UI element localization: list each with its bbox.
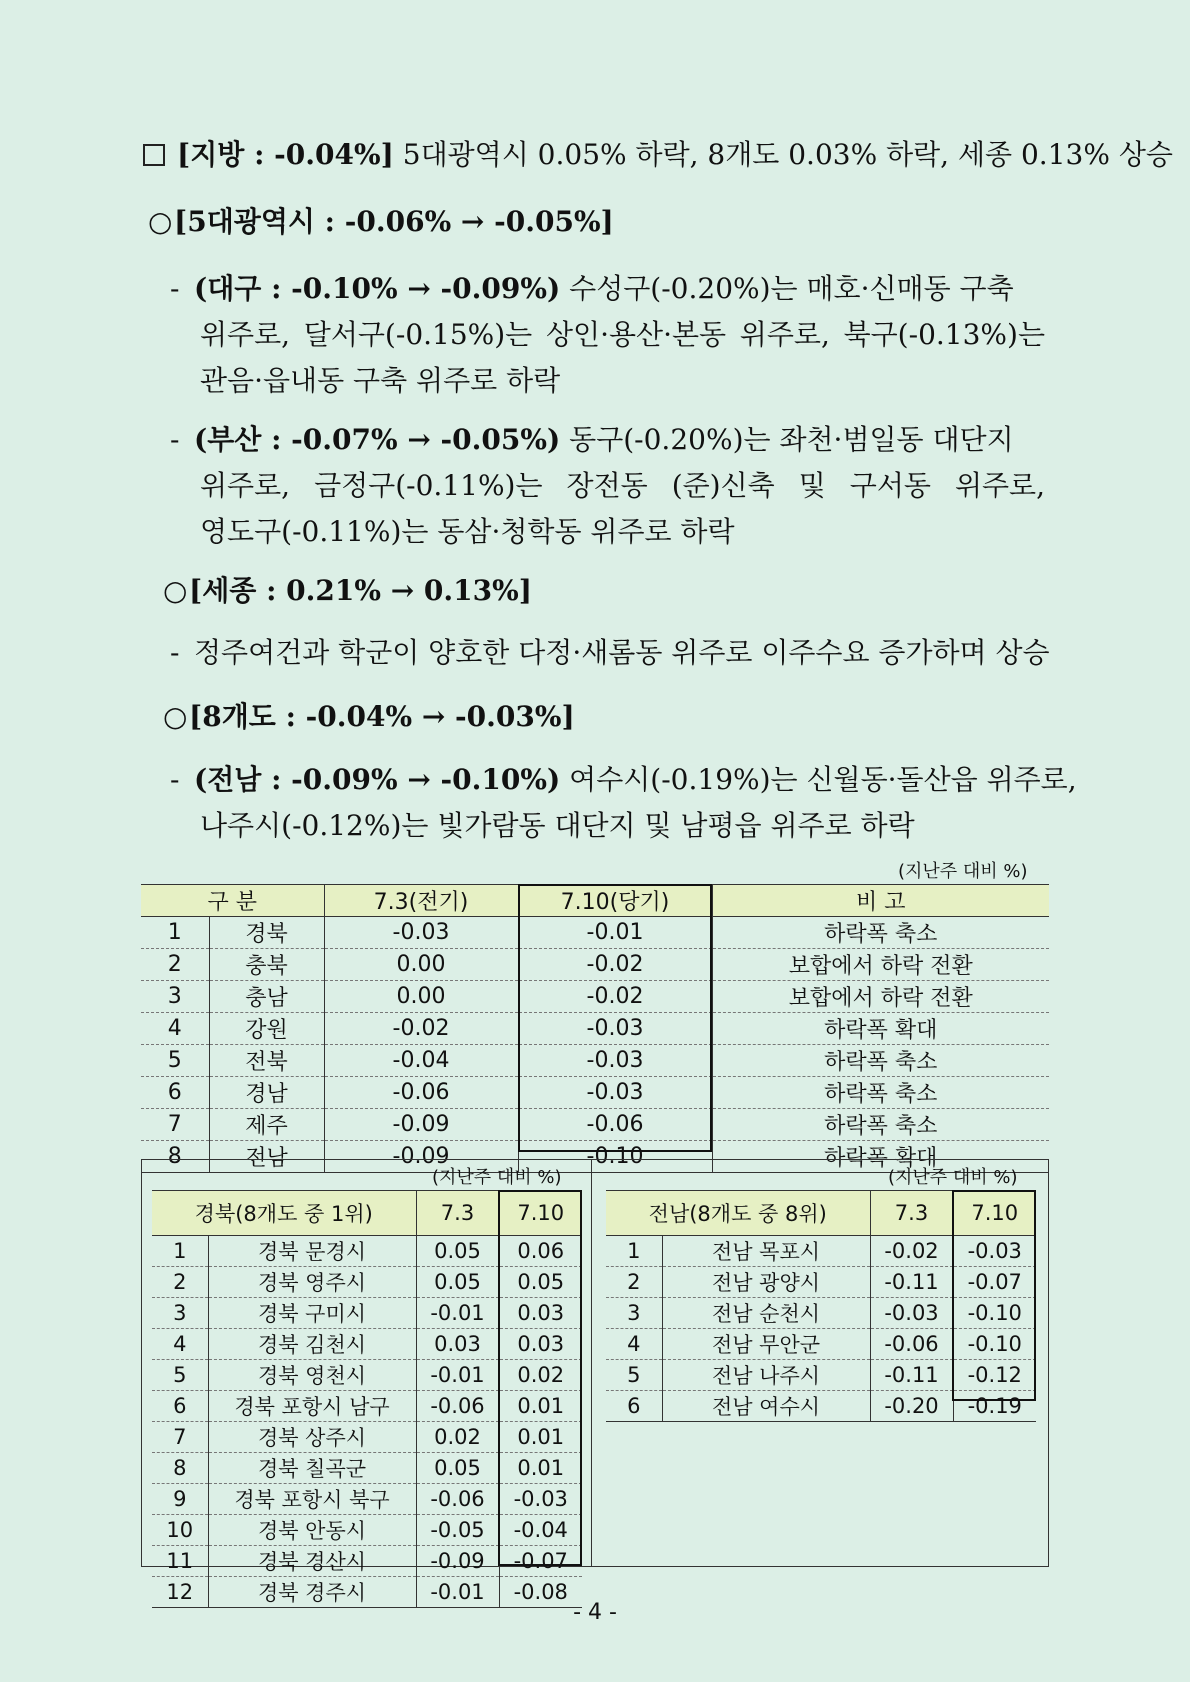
region-cell: 전남 순천시 <box>662 1298 870 1329</box>
header-region: 경북(8개도 중 1위) <box>152 1191 416 1236</box>
current-value-cell: -0.03 <box>518 1077 712 1109</box>
rank-cell: 6 <box>152 1391 208 1422</box>
metro-heading-line <box>148 205 614 239</box>
current-value-cell: -0.08 <box>499 1577 582 1608</box>
current-value-cell: -0.04 <box>499 1515 582 1546</box>
table-row <box>152 1484 582 1515</box>
prev-value-cell: -0.01 <box>416 1360 499 1391</box>
dash-bullet: - <box>170 423 180 456</box>
prev-value-cell: -0.03 <box>324 917 518 949</box>
current-value-cell: -0.03 <box>518 1013 712 1045</box>
sejong-heading-line <box>163 574 532 608</box>
table-row <box>141 917 1049 949</box>
prev-value-cell: 0.02 <box>416 1422 499 1453</box>
region-cell: 경북 포항시 북구 <box>208 1484 416 1515</box>
rank-cell: 1 <box>606 1236 662 1267</box>
jeonnam-text-1: 여수시(-0.19%)는 신월동·돌산읍 위주로, <box>569 763 1077 796</box>
current-value-cell: -0.02 <box>518 981 712 1013</box>
rank-cell: 6 <box>606 1391 662 1422</box>
rank-cell: 5 <box>141 1045 209 1077</box>
prev-value-cell: -0.01 <box>416 1577 499 1608</box>
current-value-cell: -0.10 <box>953 1298 1036 1329</box>
sejong-heading: [세종 : 0.21% → 0.13%] <box>189 574 532 607</box>
daegu-text-2: 위주로, 달서구(-0.15%)는 상인·용산·본동 위주로, 북구(-0.13%)는 <box>200 318 1045 351</box>
table-row <box>141 1045 1049 1077</box>
jeonnam-text-2: 나주시(-0.12%)는 빛가람동 대단지 및 남평읍 위주로 하락 <box>200 809 915 842</box>
prev-value-cell: -0.06 <box>324 1077 518 1109</box>
circle-bullet-icon: ○ <box>148 205 173 238</box>
header-note: 비 고 <box>712 885 1049 917</box>
page-number: - 4 - <box>573 1600 617 1625</box>
prev-value-cell: 0.05 <box>416 1267 499 1298</box>
rank-cell: 7 <box>141 1109 209 1141</box>
prev-value-cell: -0.06 <box>870 1329 953 1360</box>
circle-bullet-icon: ○ <box>163 700 188 733</box>
province-change-table <box>141 884 1049 1173</box>
prev-value-cell: 0.00 <box>324 981 518 1013</box>
prev-value-cell: -0.02 <box>870 1236 953 1267</box>
table-row <box>606 1391 1036 1422</box>
current-value-cell: 0.06 <box>499 1236 582 1267</box>
summary-title: [지방 : -0.04%] <box>177 138 394 171</box>
table-row <box>606 1267 1036 1298</box>
current-value-cell: -0.03 <box>499 1484 582 1515</box>
region-cell: 제주 <box>209 1109 324 1141</box>
region-cell: 충남 <box>209 981 324 1013</box>
region-cell: 경북 경주시 <box>208 1577 416 1608</box>
current-value-cell: 0.02 <box>499 1360 582 1391</box>
note-cell: 하락폭 축소 <box>712 1109 1049 1141</box>
table-row <box>141 1013 1049 1045</box>
current-value-cell: -0.07 <box>953 1267 1036 1298</box>
table-row <box>152 1236 582 1267</box>
table-row <box>141 949 1049 981</box>
header-category: 구 분 <box>141 885 324 917</box>
prev-value-cell: -0.09 <box>324 1141 518 1173</box>
prev-value-cell: 0.05 <box>416 1453 499 1484</box>
table-row <box>606 1360 1036 1391</box>
region-cell: 경북 구미시 <box>208 1298 416 1329</box>
region-cell: 전남 목포시 <box>662 1236 870 1267</box>
note-cell: 하락폭 확대 <box>712 1013 1049 1045</box>
sejong-detail: 정주여건과 학군이 양호한 다정·새롬동 위주로 이주수요 증가하며 상승 <box>194 636 1050 669</box>
table-row <box>606 1329 1036 1360</box>
current-value-cell: 0.03 <box>499 1298 582 1329</box>
summary-line <box>143 138 1173 172</box>
summary-text: 5대광역시 0.05% 하락, 8개도 0.03% 하락, 세종 0.13% 상승 <box>402 138 1173 171</box>
current-value-cell: -0.10 <box>953 1329 1036 1360</box>
prev-value-cell: -0.06 <box>416 1391 499 1422</box>
note-cell: 보합에서 하락 전환 <box>712 981 1049 1013</box>
region-cell: 경남 <box>209 1077 324 1109</box>
current-value-cell: -0.03 <box>953 1236 1036 1267</box>
dash-bullet: - <box>170 272 180 305</box>
daegu-text-1: 수성구(-0.20%)는 매호·신매동 구축 <box>569 272 1014 305</box>
rank-cell: 3 <box>141 981 209 1013</box>
busan-label: (부산 : -0.07% → -0.05%) <box>194 423 561 456</box>
table-row <box>141 1077 1049 1109</box>
rank-cell: 8 <box>141 1141 209 1173</box>
region-cell: 강원 <box>209 1013 324 1045</box>
header-region: 전남(8개도 중 8위) <box>606 1191 870 1236</box>
daegu-line-1 <box>170 272 1014 306</box>
provinces-heading-line <box>163 700 575 734</box>
checkbox-bullet-icon <box>143 144 165 166</box>
rank-cell: 5 <box>606 1360 662 1391</box>
prev-value-cell: 0.05 <box>416 1236 499 1267</box>
table-row <box>152 1360 582 1391</box>
sejong-detail-line <box>170 636 1050 670</box>
prev-value-cell: -0.11 <box>870 1360 953 1391</box>
region-cell: 경북 영주시 <box>208 1267 416 1298</box>
header-prev-week: 7.3 <box>416 1191 499 1236</box>
header-current-week: 7.10 <box>953 1191 1036 1236</box>
table-row <box>152 1298 582 1329</box>
region-cell: 전남 광양시 <box>662 1267 870 1298</box>
current-value-cell: 0.01 <box>499 1453 582 1484</box>
prev-value-cell: -0.06 <box>416 1484 499 1515</box>
table-row <box>152 1267 582 1298</box>
note-cell: 하락폭 축소 <box>712 917 1049 949</box>
rank-cell: 9 <box>152 1484 208 1515</box>
current-value-cell: 0.01 <box>499 1422 582 1453</box>
rank-cell: 7 <box>152 1422 208 1453</box>
jeonnam-table-unit: (지난주 대비 %) <box>888 1167 1018 1188</box>
busan-text-1: 동구(-0.20%)는 좌천·범일동 대단지 <box>569 423 1014 456</box>
rank-cell: 4 <box>152 1329 208 1360</box>
main-table-unit: (지난주 대비 %) <box>898 861 1028 882</box>
current-value-cell: -0.02 <box>518 949 712 981</box>
table-row <box>152 1391 582 1422</box>
rank-cell: 8 <box>152 1453 208 1484</box>
region-cell: 경북 상주시 <box>208 1422 416 1453</box>
gyeongbuk-table <box>152 1190 582 1608</box>
table-row <box>152 1453 582 1484</box>
table-row <box>152 1422 582 1453</box>
table-row <box>152 1329 582 1360</box>
dash-bullet: - <box>170 763 180 796</box>
note-cell: 보합에서 하락 전환 <box>712 949 1049 981</box>
rank-cell: 10 <box>152 1515 208 1546</box>
current-value-cell: -0.06 <box>518 1109 712 1141</box>
prev-value-cell: -0.09 <box>324 1109 518 1141</box>
table-header-row <box>141 885 1049 917</box>
current-value-cell: 0.05 <box>499 1267 582 1298</box>
rank-cell: 5 <box>152 1360 208 1391</box>
region-cell: 전북 <box>209 1045 324 1077</box>
note-cell: 하락폭 축소 <box>712 1077 1049 1109</box>
rank-cell: 1 <box>152 1236 208 1267</box>
header-current-week: 7.10(당기) <box>518 885 712 917</box>
rank-cell: 3 <box>606 1298 662 1329</box>
busan-line-1 <box>170 423 1014 457</box>
table-row <box>606 1298 1036 1329</box>
table-row <box>141 981 1049 1013</box>
prev-value-cell: 0.03 <box>416 1329 499 1360</box>
rank-cell: 6 <box>141 1077 209 1109</box>
prev-value-cell: -0.04 <box>324 1045 518 1077</box>
region-cell: 경북 영천시 <box>208 1360 416 1391</box>
detail-tables-divider <box>591 1159 592 1567</box>
region-cell: 경북 경산시 <box>208 1546 416 1577</box>
prev-value-cell: -0.02 <box>324 1013 518 1045</box>
region-cell: 전남 무안군 <box>662 1329 870 1360</box>
dash-bullet: - <box>170 636 180 669</box>
header-prev-week: 7.3 <box>870 1191 953 1236</box>
current-value-cell: -0.03 <box>518 1045 712 1077</box>
current-value-cell: -0.07 <box>499 1546 582 1577</box>
metro-heading: [5대광역시 : -0.06% → -0.05%] <box>174 205 614 238</box>
region-cell: 경북 문경시 <box>208 1236 416 1267</box>
region-cell: 전남 <box>209 1141 324 1173</box>
daegu-label: (대구 : -0.10% → -0.09%) <box>194 272 561 305</box>
current-value-cell: -0.01 <box>518 917 712 949</box>
busan-text-3: 영도구(-0.11%)는 동삼·청학동 위주로 하락 <box>200 515 735 548</box>
current-value-cell: 0.01 <box>499 1391 582 1422</box>
note-cell: 하락폭 축소 <box>712 1045 1049 1077</box>
jeonnam-line-1 <box>170 763 1077 797</box>
current-value-cell: -0.10 <box>518 1141 712 1173</box>
prev-value-cell: -0.11 <box>870 1267 953 1298</box>
header-prev-week: 7.3(전기) <box>324 885 518 917</box>
prev-value-cell: -0.20 <box>870 1391 953 1422</box>
table-row <box>141 1109 1049 1141</box>
rank-cell: 4 <box>141 1013 209 1045</box>
table-row <box>152 1515 582 1546</box>
region-cell: 경북 김천시 <box>208 1329 416 1360</box>
region-cell: 경북 칠곡군 <box>208 1453 416 1484</box>
region-cell: 경북 안동시 <box>208 1515 416 1546</box>
rank-cell: 2 <box>152 1267 208 1298</box>
circle-bullet-icon: ○ <box>163 574 188 607</box>
current-value-cell: -0.12 <box>953 1360 1036 1391</box>
table-header-row <box>606 1191 1036 1236</box>
current-value-cell: 0.03 <box>499 1329 582 1360</box>
rank-cell: 11 <box>152 1546 208 1577</box>
prev-value-cell: 0.00 <box>324 949 518 981</box>
rank-cell: 12 <box>152 1577 208 1608</box>
region-cell: 경북 <box>209 917 324 949</box>
prev-value-cell: -0.03 <box>870 1298 953 1329</box>
region-cell: 전남 여수시 <box>662 1391 870 1422</box>
rank-cell: 4 <box>606 1329 662 1360</box>
region-cell: 충북 <box>209 949 324 981</box>
current-value-cell: -0.19 <box>953 1391 1036 1422</box>
rank-cell: 3 <box>152 1298 208 1329</box>
rank-cell: 2 <box>606 1267 662 1298</box>
busan-text-2: 위주로, 금정구(-0.11%)는 장전동 (준)신축 및 구서동 위주로, <box>200 469 1045 502</box>
table-row <box>606 1236 1036 1267</box>
rank-cell: 1 <box>141 917 209 949</box>
gyeongbuk-table-unit: (지난주 대비 %) <box>432 1167 562 1188</box>
jeonnam-label: (전남 : -0.09% → -0.10%) <box>194 763 561 796</box>
provinces-heading: [8개도 : -0.04% → -0.03%] <box>189 700 575 733</box>
prev-value-cell: -0.09 <box>416 1546 499 1577</box>
jeonnam-table <box>606 1190 1036 1422</box>
prev-value-cell: -0.05 <box>416 1515 499 1546</box>
daegu-text-3: 관음·읍내동 구축 위주로 하락 <box>200 364 561 397</box>
header-current-week: 7.10 <box>499 1191 582 1236</box>
note-cell: 하락폭 확대 <box>712 1141 1049 1173</box>
region-cell: 전남 나주시 <box>662 1360 870 1391</box>
prev-value-cell: -0.01 <box>416 1298 499 1329</box>
region-cell: 경북 포항시 남구 <box>208 1391 416 1422</box>
table-row <box>152 1546 582 1577</box>
rank-cell: 2 <box>141 949 209 981</box>
table-header-row <box>152 1191 582 1236</box>
